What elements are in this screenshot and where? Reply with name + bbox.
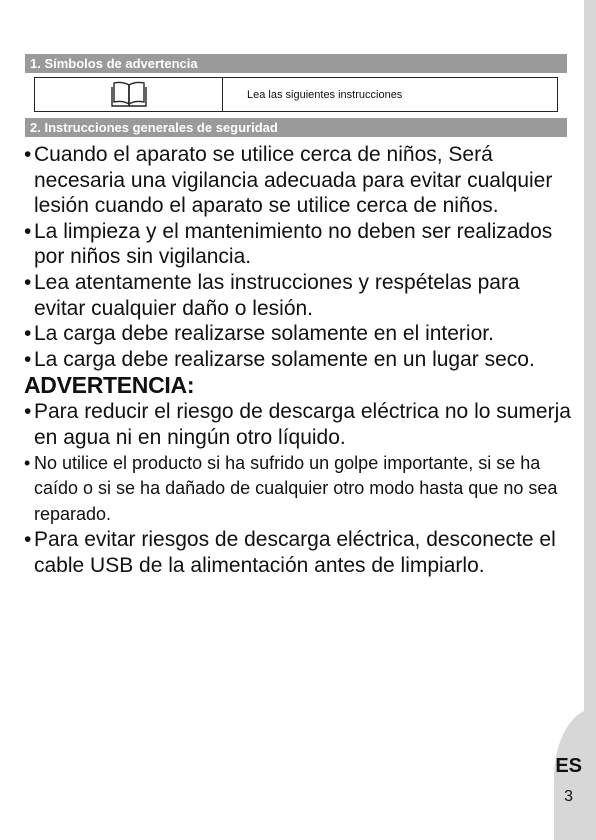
list-item-text: No utilice el producto si ha sufrido un golpe importante, si se ha caído o si se ha dañado de cualquier otro modo hasta que no sea reparado. [34,452,558,524]
safety-instructions [24,142,572,579]
section-heading-safety: 2. Instrucciones generales de seguridad [25,118,567,137]
bullet-dot: • [24,452,31,473]
bullet-dot: • [24,400,32,424]
list-item-text: La carga debe realizarse solamente en el interior. [34,322,494,346]
page-number: 3 [564,788,573,805]
warning-list-item [24,399,572,450]
bullet-dot: • [24,143,32,166]
warning-list-item [24,451,572,528]
book-icon [108,80,150,110]
list-item-text: La carga debe realizarse solamente en un lugar seco. [34,347,535,371]
symbol-description: Lea las siguientes instrucciones [247,88,403,101]
warning-heading: ADVERTENCIA: [24,372,195,399]
symbol-cell [35,78,223,111]
list-item-text: Para evitar riesgos de descarga eléctrica, desconecte el cable USB de la alimentación antes de limpiarlo. [34,528,556,577]
section-heading-symbols: 1. Símbolos de advertencia [25,54,567,73]
language-badge: ES [555,755,582,777]
bullet-dot: • [24,270,32,294]
symbol-table [34,77,558,112]
bullet-dot: • [24,347,32,371]
list-item-text: La limpieza y el mantenimiento no deben ser realizados por niños sin vigilancia. [34,219,553,269]
bullet-dot: • [24,322,32,346]
list-item [24,219,572,270]
list-item [24,142,572,219]
list-item-text: Lea atentamente las instrucciones y respételas para evitar cualquier daño o lesión. [34,270,520,320]
list-item [24,347,572,373]
bullet-dot: • [24,219,32,243]
list-item-text: Para reducir el riesgo de descarga eléctrica no lo sumerja en agua ni en ningún otro líquido. [34,400,571,449]
list-item [24,270,572,321]
warning-list-item [24,527,572,578]
bullet-dot: • [24,528,32,552]
list-item [24,321,572,347]
list-item-text: Cuando el aparato se utilice cerca de niños, Será necesaria una vigilancia adecuada para evitar cualquier lesión cuando el aparato se utilice cerca de niños. [34,143,553,218]
